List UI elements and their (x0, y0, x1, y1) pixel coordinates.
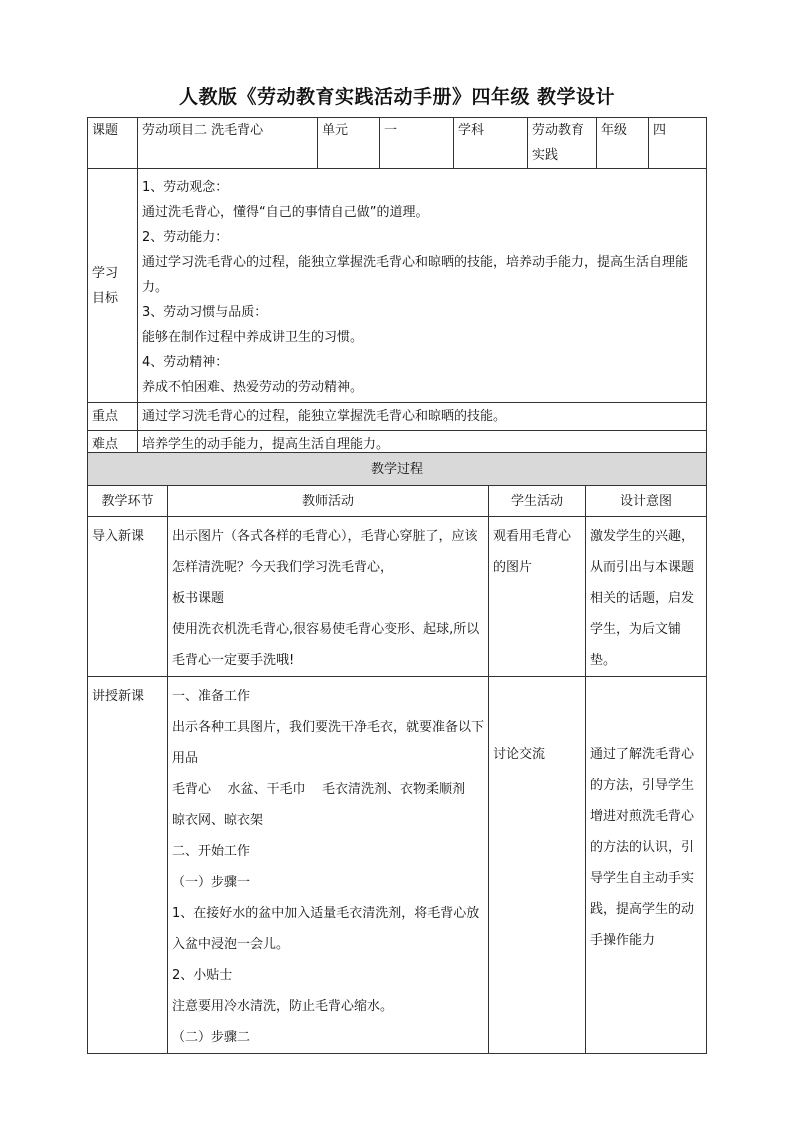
subject-value: 劳动教育实践 (528, 118, 597, 169)
process-heading: 教学过程 (88, 453, 707, 486)
goal-line: 养成不怕困难、热爱劳动的劳动精神。 (142, 380, 364, 395)
teaching-process-table (87, 452, 707, 1054)
stage-cell: 讲授新课 (88, 677, 168, 1054)
teacher-line: （一）步骤一 (172, 875, 251, 890)
teacher-activity-cell (168, 677, 489, 1054)
column-header-student: 学生活动 (489, 486, 586, 517)
design-intent-cell: 激发学生的兴趣，从而引出与本课题相关的话题，启发学生，为后文铺垫。 (586, 517, 707, 677)
goal-line: 通过学习洗毛背心的过程，能独立掌握洗毛背心和晾晒的技能，培养动手能力，提高生活自理能力。 (142, 255, 689, 295)
topic-value: 劳动项目二 洗毛背心 (138, 118, 318, 169)
process-heading-row (88, 453, 707, 486)
unit-value: 一 (380, 118, 454, 169)
teacher-line: 毛背心 水盆、干毛巾 毛衣清洗剂、衣物柔顺剂 (172, 782, 466, 797)
key-point-label: 重点 (88, 403, 138, 431)
stage-cell: 导入新课 (88, 517, 168, 677)
teacher-line: 2、小贴士 (172, 968, 233, 983)
teacher-line: 晾衣网、晾衣架 (172, 813, 264, 828)
difficulty-value: 培养学生的动手能力，提高生活自理能力。 (138, 431, 707, 459)
grade-label: 年级 (597, 118, 649, 169)
table-row (88, 677, 707, 1054)
key-point-value: 通过学习洗毛背心的过程，能独立掌握洗毛背心和晾晒的技能。 (138, 403, 707, 431)
goal-line: 能够在制作过程中养成讲卫生的习惯。 (142, 330, 364, 345)
lesson-info-table (87, 117, 707, 459)
teacher-activity-cell (168, 517, 489, 677)
teacher-line: 一、准备工作 (172, 689, 251, 704)
student-activity-cell: 讨论交流 (489, 677, 586, 1054)
grade-value: 四 (649, 118, 707, 169)
teacher-line: （二）步骤二 (172, 1030, 251, 1045)
goals-label: 学习目标 (88, 169, 138, 403)
goals-row (88, 169, 707, 403)
teacher-line: 二、开始工作 (172, 844, 251, 859)
process-column-headers (88, 486, 707, 517)
column-header-teacher: 教师活动 (168, 486, 489, 517)
document-title: 人教版《劳动教育实践活动手册》四年级 教学设计 (178, 86, 616, 108)
teacher-line: 板书课题 (172, 591, 225, 606)
teacher-line: 使用洗衣机洗毛背心,很容易使毛背心变形、起球,所以毛背心一定要手洗哦! (172, 622, 480, 668)
difficulty-label: 难点 (88, 431, 138, 459)
design-intent-cell: 通过了解洗毛背心的方法，引导学生增进对煎洗毛背心的方法的认识，引导学生自主动手实践，提高学生的动手操作能力 (586, 677, 707, 1054)
goal-line: 1、劳动观念： (142, 180, 229, 195)
teacher-line: 注意要用冷水清洗，防止毛背心缩水。 (172, 999, 394, 1014)
table-row (88, 517, 707, 677)
goal-line: 2、劳动能力： (142, 230, 229, 245)
goals-content (138, 169, 707, 403)
column-header-stage: 教学环节 (88, 486, 168, 517)
teacher-line: 出示图片（各式各样的毛背心），毛背心穿脏了，应该怎样清洗呢？今天我们学习洗毛背心， (172, 529, 478, 575)
subject-label: 学科 (454, 118, 528, 169)
student-activity-cell: 观看用毛背心的图片 (489, 517, 586, 677)
goal-line: 4、劳动精神： (142, 355, 229, 370)
goal-line: 3、劳动习惯与品质： (142, 305, 268, 320)
unit-label: 单元 (318, 118, 380, 169)
header-row (88, 118, 707, 169)
teacher-line: 1、在接好水的盆中加入适量毛衣清洗剂，将毛背心放入盆中浸泡一会儿。 (172, 906, 480, 952)
topic-label: 课题 (88, 118, 138, 169)
goal-line: 通过洗毛背心，懂得“自己的事情自己做”的道理。 (142, 205, 429, 220)
key-point-row (88, 403, 707, 431)
teacher-line: 出示各种工具图片，我们要洗干净毛衣，就要准备以下用品 (172, 720, 485, 766)
column-header-intent: 设计意图 (586, 486, 707, 517)
